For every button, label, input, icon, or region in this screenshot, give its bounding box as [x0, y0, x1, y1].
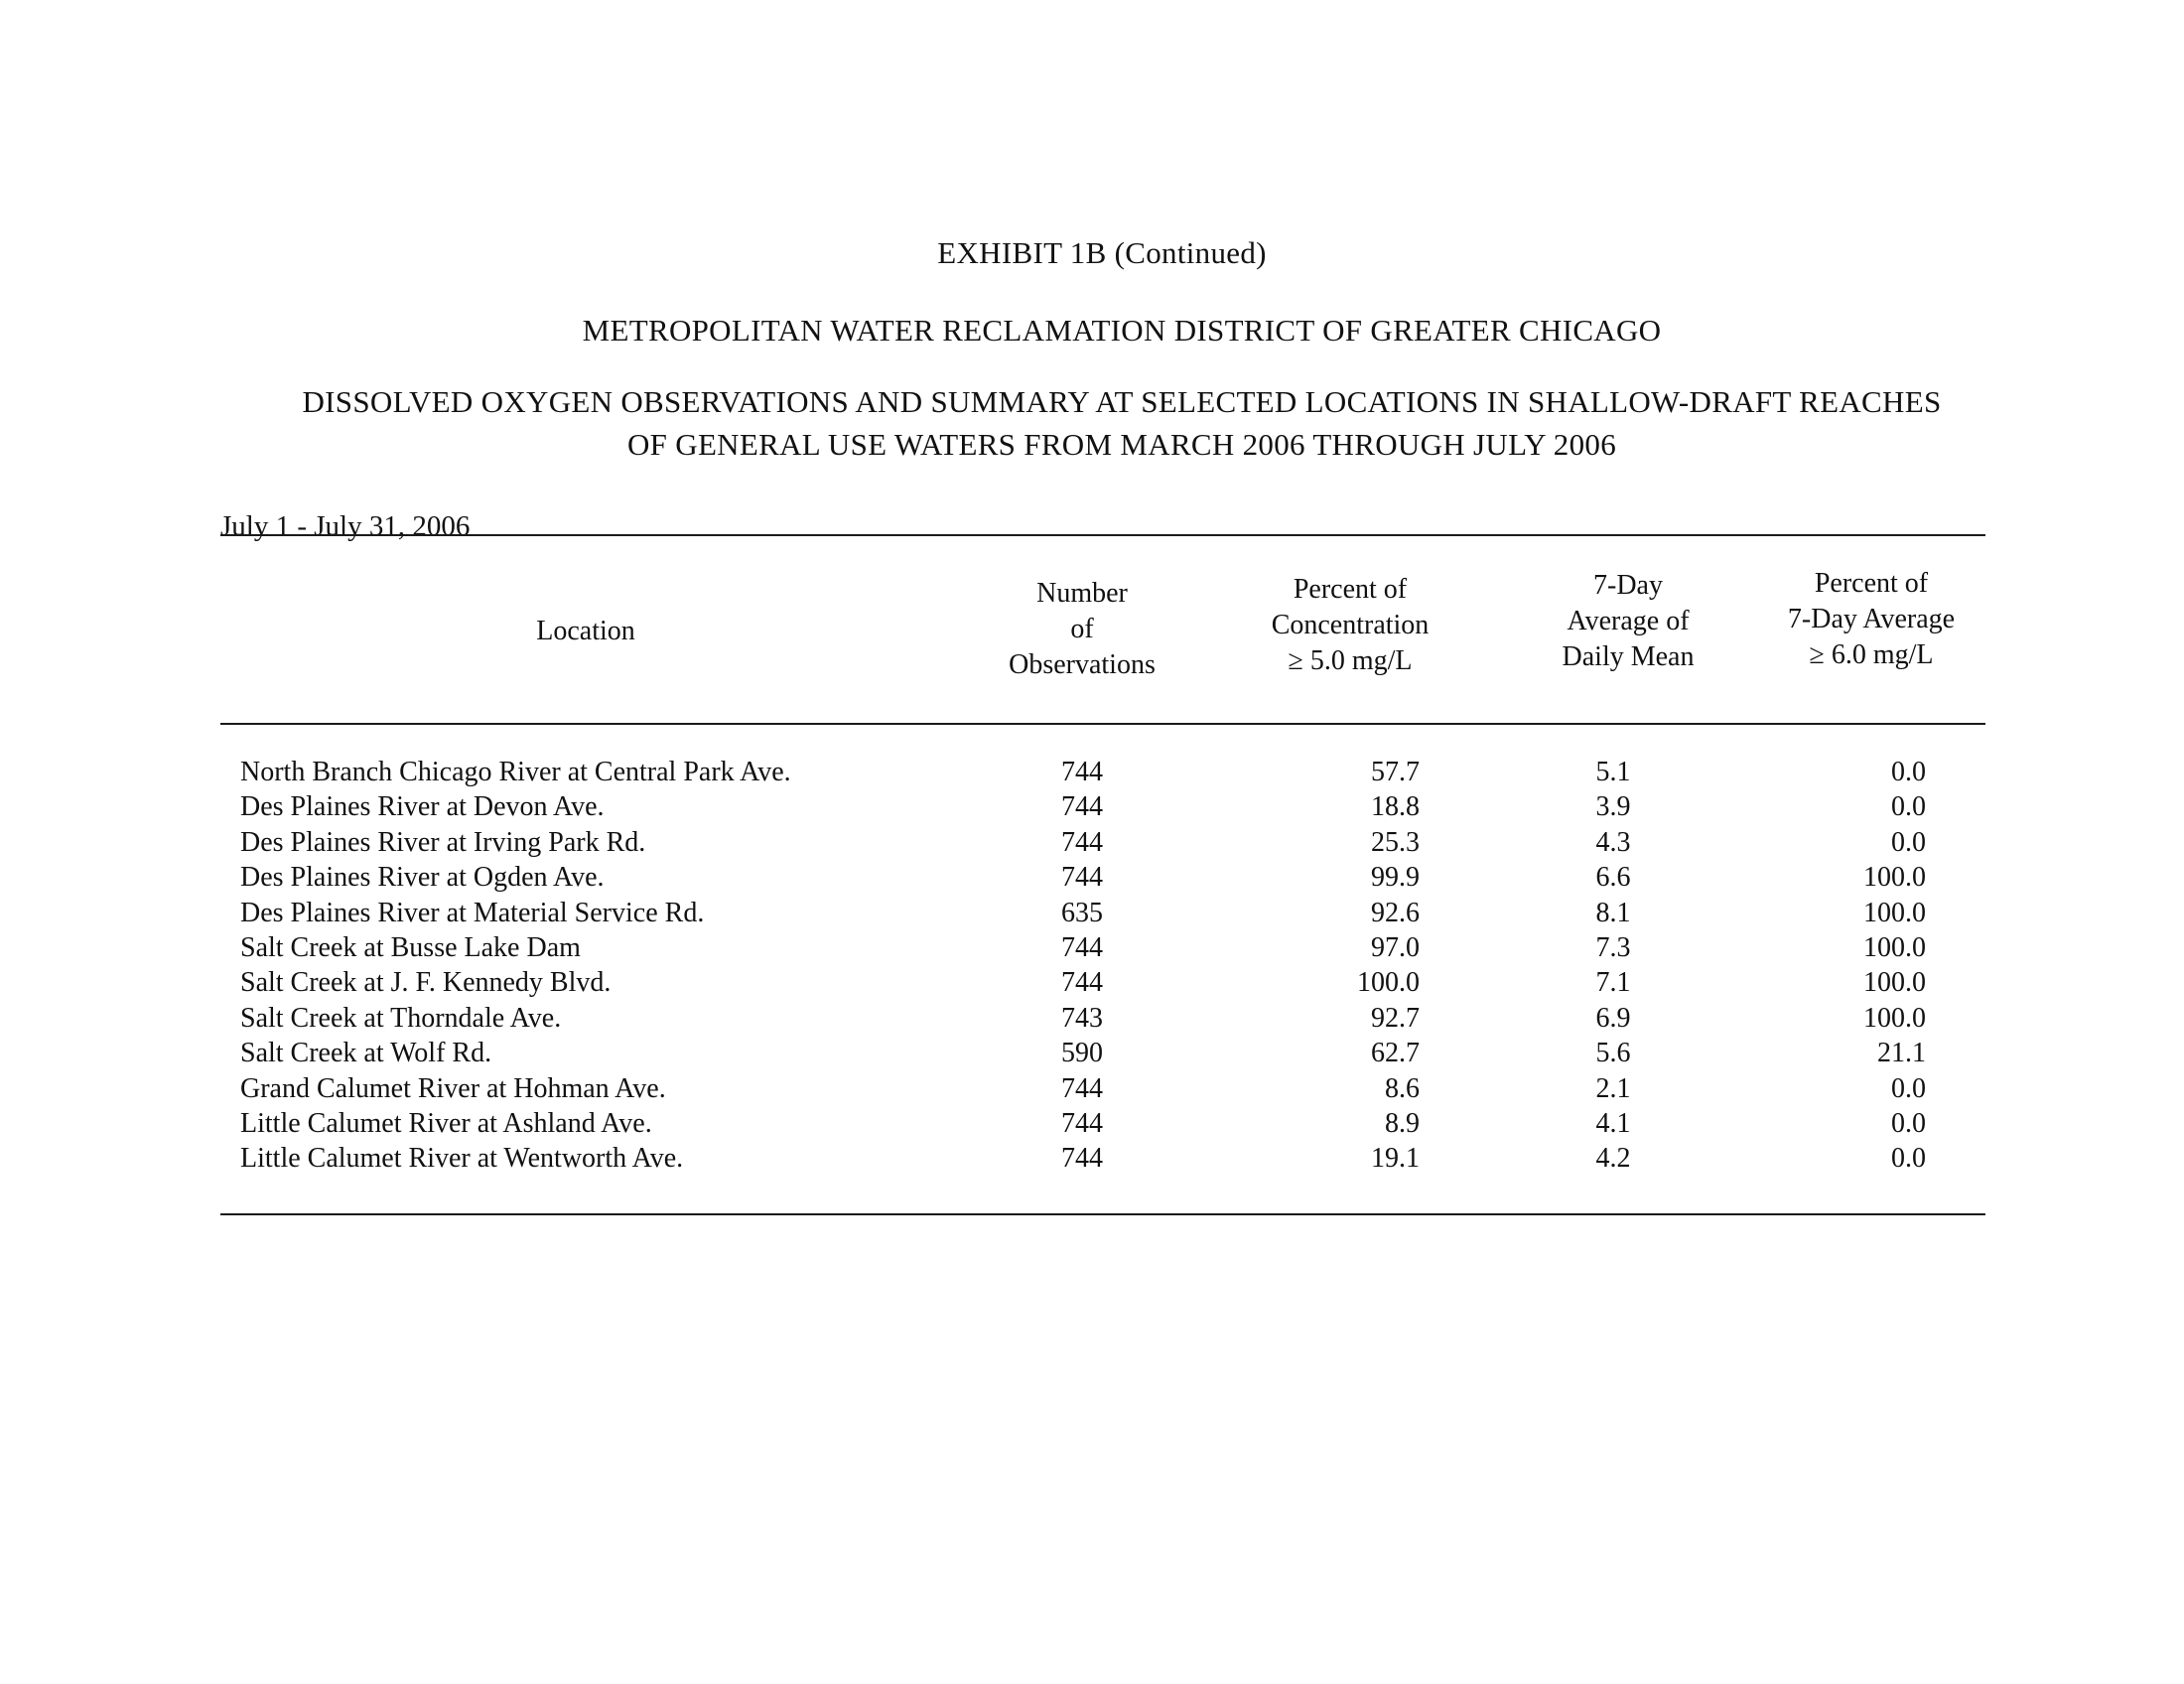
- cell-percent-seven-day: 0.0: [1891, 1107, 1926, 1139]
- cell-percent-seven-day: 0.0: [1891, 757, 1926, 787]
- organization-title: METROPOLITAN WATER RECLAMATION DISTRICT OF GREATER CHICAGO: [582, 313, 1662, 348]
- table-row: [0, 1003, 2184, 1038]
- table-row: [0, 791, 2184, 826]
- column-header-seven-day-average: [1499, 568, 1757, 675]
- cell-percent-seven-day: 100.0: [1863, 967, 1926, 999]
- column-header-line: ≥ 5.0 mg/L: [1288, 645, 1413, 676]
- cell-seven-day-average: 2.1: [1595, 1072, 1631, 1104]
- cell-location: Des Plaines River at Material Service Rd.: [240, 897, 705, 928]
- column-header-percent-seven-day: [1742, 566, 2000, 673]
- cell-observations: 744: [1061, 826, 1103, 858]
- cell-percent-seven-day: 100.0: [1863, 862, 1926, 894]
- cell-seven-day-average: 8.1: [1595, 897, 1631, 928]
- cell-concentration: 92.7: [1371, 1002, 1420, 1034]
- column-header-line: of: [1070, 614, 1094, 644]
- cell-observations: 744: [1061, 967, 1103, 999]
- table-row: [0, 898, 2184, 932]
- table-row: [0, 1108, 2184, 1143]
- cell-concentration: 92.6: [1371, 897, 1420, 928]
- table-row: [0, 757, 2184, 791]
- column-header-line: ≥ 6.0 mg/L: [1809, 639, 1934, 670]
- cell-percent-seven-day: 100.0: [1863, 1002, 1926, 1034]
- cell-seven-day-average: 5.1: [1595, 757, 1631, 787]
- cell-concentration: 100.0: [1357, 967, 1420, 999]
- cell-observations: 744: [1061, 1107, 1103, 1139]
- cell-observations: 590: [1061, 1038, 1103, 1069]
- column-header-line: 7-Day Average: [1787, 604, 1956, 634]
- column-header-line: Number: [1036, 578, 1128, 609]
- table-bottom-rule: [220, 1213, 1985, 1215]
- cell-percent-seven-day: 100.0: [1863, 931, 1926, 963]
- cell-percent-seven-day: 0.0: [1891, 826, 1926, 858]
- column-header-line: Average of: [1567, 606, 1690, 636]
- cell-seven-day-average: 4.3: [1595, 826, 1631, 858]
- cell-observations: 635: [1061, 897, 1103, 928]
- cell-observations: 744: [1061, 931, 1103, 963]
- cell-concentration: 62.7: [1371, 1038, 1420, 1069]
- cell-seven-day-average: 7.1: [1595, 967, 1631, 999]
- column-header-line: Observations: [1009, 649, 1156, 680]
- column-header-line: Concentration: [1271, 610, 1430, 640]
- cell-percent-seven-day: 0.0: [1891, 791, 1926, 823]
- cell-observations: 744: [1061, 1143, 1103, 1175]
- cell-concentration: 99.9: [1371, 862, 1420, 894]
- cell-concentration: 8.6: [1385, 1072, 1420, 1104]
- table-row: [0, 827, 2184, 862]
- cell-location: Grand Calumet River at Hohman Ave.: [240, 1072, 666, 1104]
- column-header-line: Percent of: [1814, 568, 1929, 599]
- period-label: July 1 - July 31, 2006: [220, 510, 471, 542]
- column-header-concentration: [1221, 572, 1479, 679]
- cell-seven-day-average: 4.2: [1595, 1143, 1631, 1175]
- cell-seven-day-average: 6.9: [1595, 1002, 1631, 1034]
- cell-observations: 743: [1061, 1002, 1103, 1034]
- report-title: [218, 380, 2025, 466]
- report-title-line-2: OF GENERAL USE WATERS FROM MARCH 2006 THROUGH JULY 2006: [626, 427, 1616, 462]
- cell-percent-seven-day: 0.0: [1891, 1143, 1926, 1175]
- cell-seven-day-average: 4.1: [1595, 1107, 1631, 1139]
- cell-concentration: 97.0: [1371, 931, 1420, 963]
- table-row: [0, 1038, 2184, 1072]
- table-body: [0, 757, 2184, 1179]
- cell-observations: 744: [1061, 1072, 1103, 1104]
- cell-location: Salt Creek at Thorndale Ave.: [240, 1002, 562, 1034]
- cell-location: North Branch Chicago River at Central Park Ave.: [240, 757, 791, 787]
- table-header-rule: [220, 723, 1985, 725]
- cell-concentration: 25.3: [1371, 826, 1420, 858]
- cell-observations: 744: [1061, 862, 1103, 894]
- report-title-line-1: DISSOLVED OXYGEN OBSERVATIONS AND SUMMARY AT SELECTED LOCATIONS IN SHALLOW-DRAFT REACHES: [302, 384, 1942, 419]
- table-row: [0, 967, 2184, 1002]
- table-row: [0, 1143, 2184, 1178]
- column-header-location: [437, 614, 735, 649]
- cell-concentration: 18.8: [1371, 791, 1420, 823]
- cell-percent-seven-day: 100.0: [1863, 897, 1926, 928]
- table-row: [0, 1073, 2184, 1108]
- column-header-observations: [953, 576, 1211, 683]
- cell-location: Des Plaines River at Ogden Ave.: [240, 862, 605, 894]
- cell-location: Little Calumet River at Ashland Ave.: [240, 1107, 652, 1139]
- cell-location: Des Plaines River at Devon Ave.: [240, 791, 605, 823]
- cell-seven-day-average: 6.6: [1595, 862, 1631, 894]
- cell-location: Salt Creek at J. F. Kennedy Blvd.: [240, 967, 612, 999]
- cell-percent-seven-day: 0.0: [1891, 1072, 1926, 1104]
- table-top-rule: [220, 534, 1985, 536]
- cell-concentration: 57.7: [1371, 757, 1420, 787]
- cell-seven-day-average: 5.6: [1595, 1038, 1631, 1069]
- cell-observations: 744: [1061, 791, 1103, 823]
- cell-observations: 744: [1061, 757, 1103, 787]
- column-header-line: Daily Mean: [1562, 641, 1695, 672]
- column-header-line: Location: [536, 616, 635, 646]
- cell-location: Salt Creek at Busse Lake Dam: [240, 931, 581, 963]
- cell-percent-seven-day: 21.1: [1877, 1038, 1926, 1069]
- column-header-line: 7-Day: [1593, 570, 1663, 601]
- exhibit-title: EXHIBIT 1B (Continued): [937, 235, 1267, 270]
- cell-concentration: 8.9: [1385, 1107, 1420, 1139]
- table-row: [0, 932, 2184, 967]
- cell-seven-day-average: 3.9: [1595, 791, 1631, 823]
- cell-seven-day-average: 7.3: [1595, 931, 1631, 963]
- cell-location: Little Calumet River at Wentworth Ave.: [240, 1143, 684, 1175]
- cell-location: Des Plaines River at Irving Park Rd.: [240, 826, 646, 858]
- cell-concentration: 19.1: [1371, 1143, 1420, 1175]
- cell-location: Salt Creek at Wolf Rd.: [240, 1038, 492, 1069]
- table-row: [0, 862, 2184, 897]
- column-header-line: Percent of: [1293, 574, 1408, 605]
